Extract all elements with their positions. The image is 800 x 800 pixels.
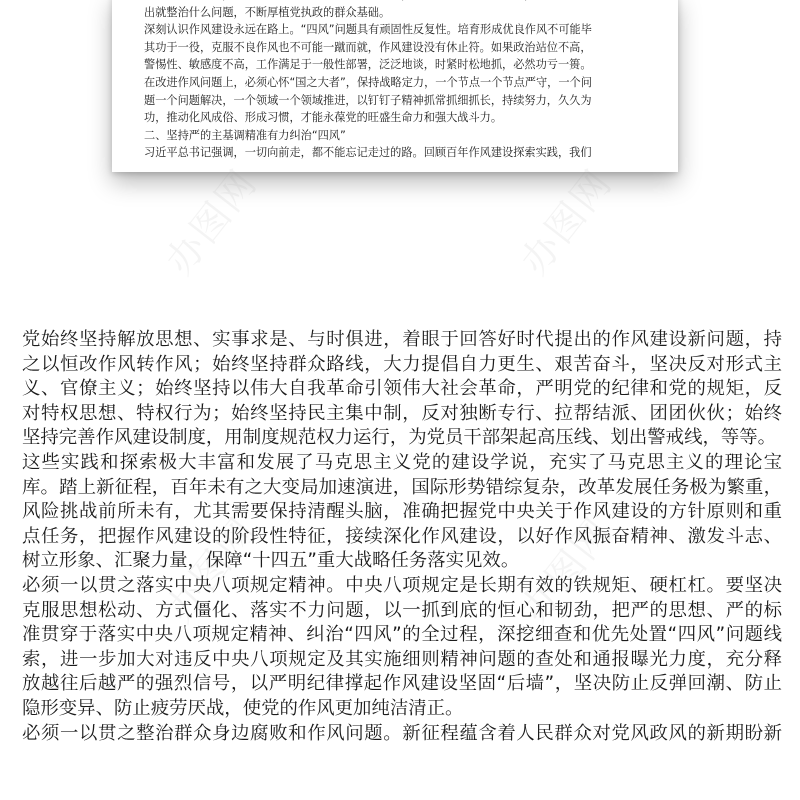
body-line: 克服思想松动、方式僵化、落实不力问题，以一抓到底的恒心和韧劲，把严的思想、严的标 — [22, 599, 782, 621]
body-line: 这些实践和探索极大丰富和发展了马克思主义党的建设学说，充实了马克思主义的理论宝 — [22, 451, 782, 473]
document-body — [22, 328, 782, 746]
body-line: 准贯穿于落实中央八项规定精神、纠治“四风”的全过程，深挖细查和优先处置“四风”问题线 — [22, 624, 782, 646]
preview-line: 其功于一役，克服不良作风也不可能一蹴而就，作风建设没有休止符。如果政治站位不高， — [144, 40, 592, 54]
watermark: 办图网 — [512, 160, 621, 283]
watermark: 办图网 — [512, 508, 621, 631]
document-preview-card — [112, 0, 678, 172]
body-line: 隐形变异、防止疲劳厌战，使党的作风更加纯洁清正。 — [22, 697, 464, 719]
preview-line: 在改进作风问题上，必须心怀“国之大者”，保持战略定力，一个节点一个节点严守，一个问 — [144, 75, 592, 89]
body-line: 风险挑战前所未有，尤其需要保持清醒头脑，准确把握党中央关于作风建设的方针原则和重 — [22, 501, 782, 523]
preview-line: 题一个问题解决，一个领域一个领域推进，以钉钉子精神抓常抓细抓长，持续努力，久久为 — [144, 93, 592, 107]
body-line: 对特权思想、特权行为；始终坚持民主集中制，反对独断专行、拉帮结派、团团伙伙；始终 — [22, 402, 782, 424]
body-line: 索，进一步加大对违反中央八项规定及其实施细则精神问题的查处和通报曝光力度，充分释 — [22, 648, 782, 670]
watermark: 办图网 — [157, 508, 266, 631]
body-line: 库。踏上新征程，百年未有之大变局加速演进，国际形势错综复杂，改革发展任务极为繁重， — [22, 476, 782, 498]
preview-line: 警惕性、敏感度不高，工作满足于一般性部署，泛泛地谈，时紧时松地抓，必然功亏一篑。 — [144, 58, 592, 72]
preview-line: 习近平总书记强调，一切向前走，都不能忘记走过的路。回顾百年作风建设探索实践，我们 — [144, 146, 592, 160]
body-line: 党始终坚持解放思想、实事求是、与时俱进，着眼于回答好时代提出的作风建设新问题，持 — [22, 329, 782, 350]
watermark: 办图网 — [157, 160, 266, 283]
body-line: 必须一以贯之整治群众身边腐败和作风问题。新征程蕴含着人民群众对党风政风的新期盼新 — [22, 722, 782, 744]
body-line: 坚持完善作风建设制度，用制度规范权力运行，为党员干部架起高压线、划出警戒线，等等。 — [22, 427, 777, 449]
body-line: 点任务，把握作风建设的阶段性特征，接续深化作风建设，以好作风振奋精神、激发斗志、 — [22, 525, 782, 547]
body-line: 义、官僚主义；始终坚持以伟大自我革命引领伟大社会革命，严明党的纪律和党的规矩，反 — [22, 378, 782, 400]
preview-line: 出就整治什么问题，不断厚植党执政的群众基础。 — [144, 5, 391, 19]
preview-text — [144, 0, 650, 162]
body-line: 之以恒改作风转作风；始终坚持群众路线，大力提倡自力更生、艰苦奋斗，坚决反对形式主 — [22, 353, 782, 375]
body-line: 必须一以贯之落实中央八项规定精神。中央八项规定是长期有效的铁规矩、硬杠杠。要坚决 — [22, 574, 782, 596]
preview-line: 深刻认识作风建设永远在路上。“四风”问题具有顽固性反复性。培育形成优良作风不可能毕 — [144, 23, 592, 37]
preview-line: 二、坚持严的主基调精准有力纠治“四风” — [144, 128, 346, 142]
preview-line: 功，推动化风成俗、形成习惯，才能永葆党的旺盛生命力和强大战斗力。 — [144, 111, 503, 125]
body-line: 树立形象、汇聚力量，保障“十四五”重大战略任务落实见效。 — [22, 550, 520, 572]
body-line: 放越往后越严的强烈信号，以严明纪律撑起作风建设坚固“后墙”，坚决防止反弹回潮、防止 — [22, 673, 782, 695]
